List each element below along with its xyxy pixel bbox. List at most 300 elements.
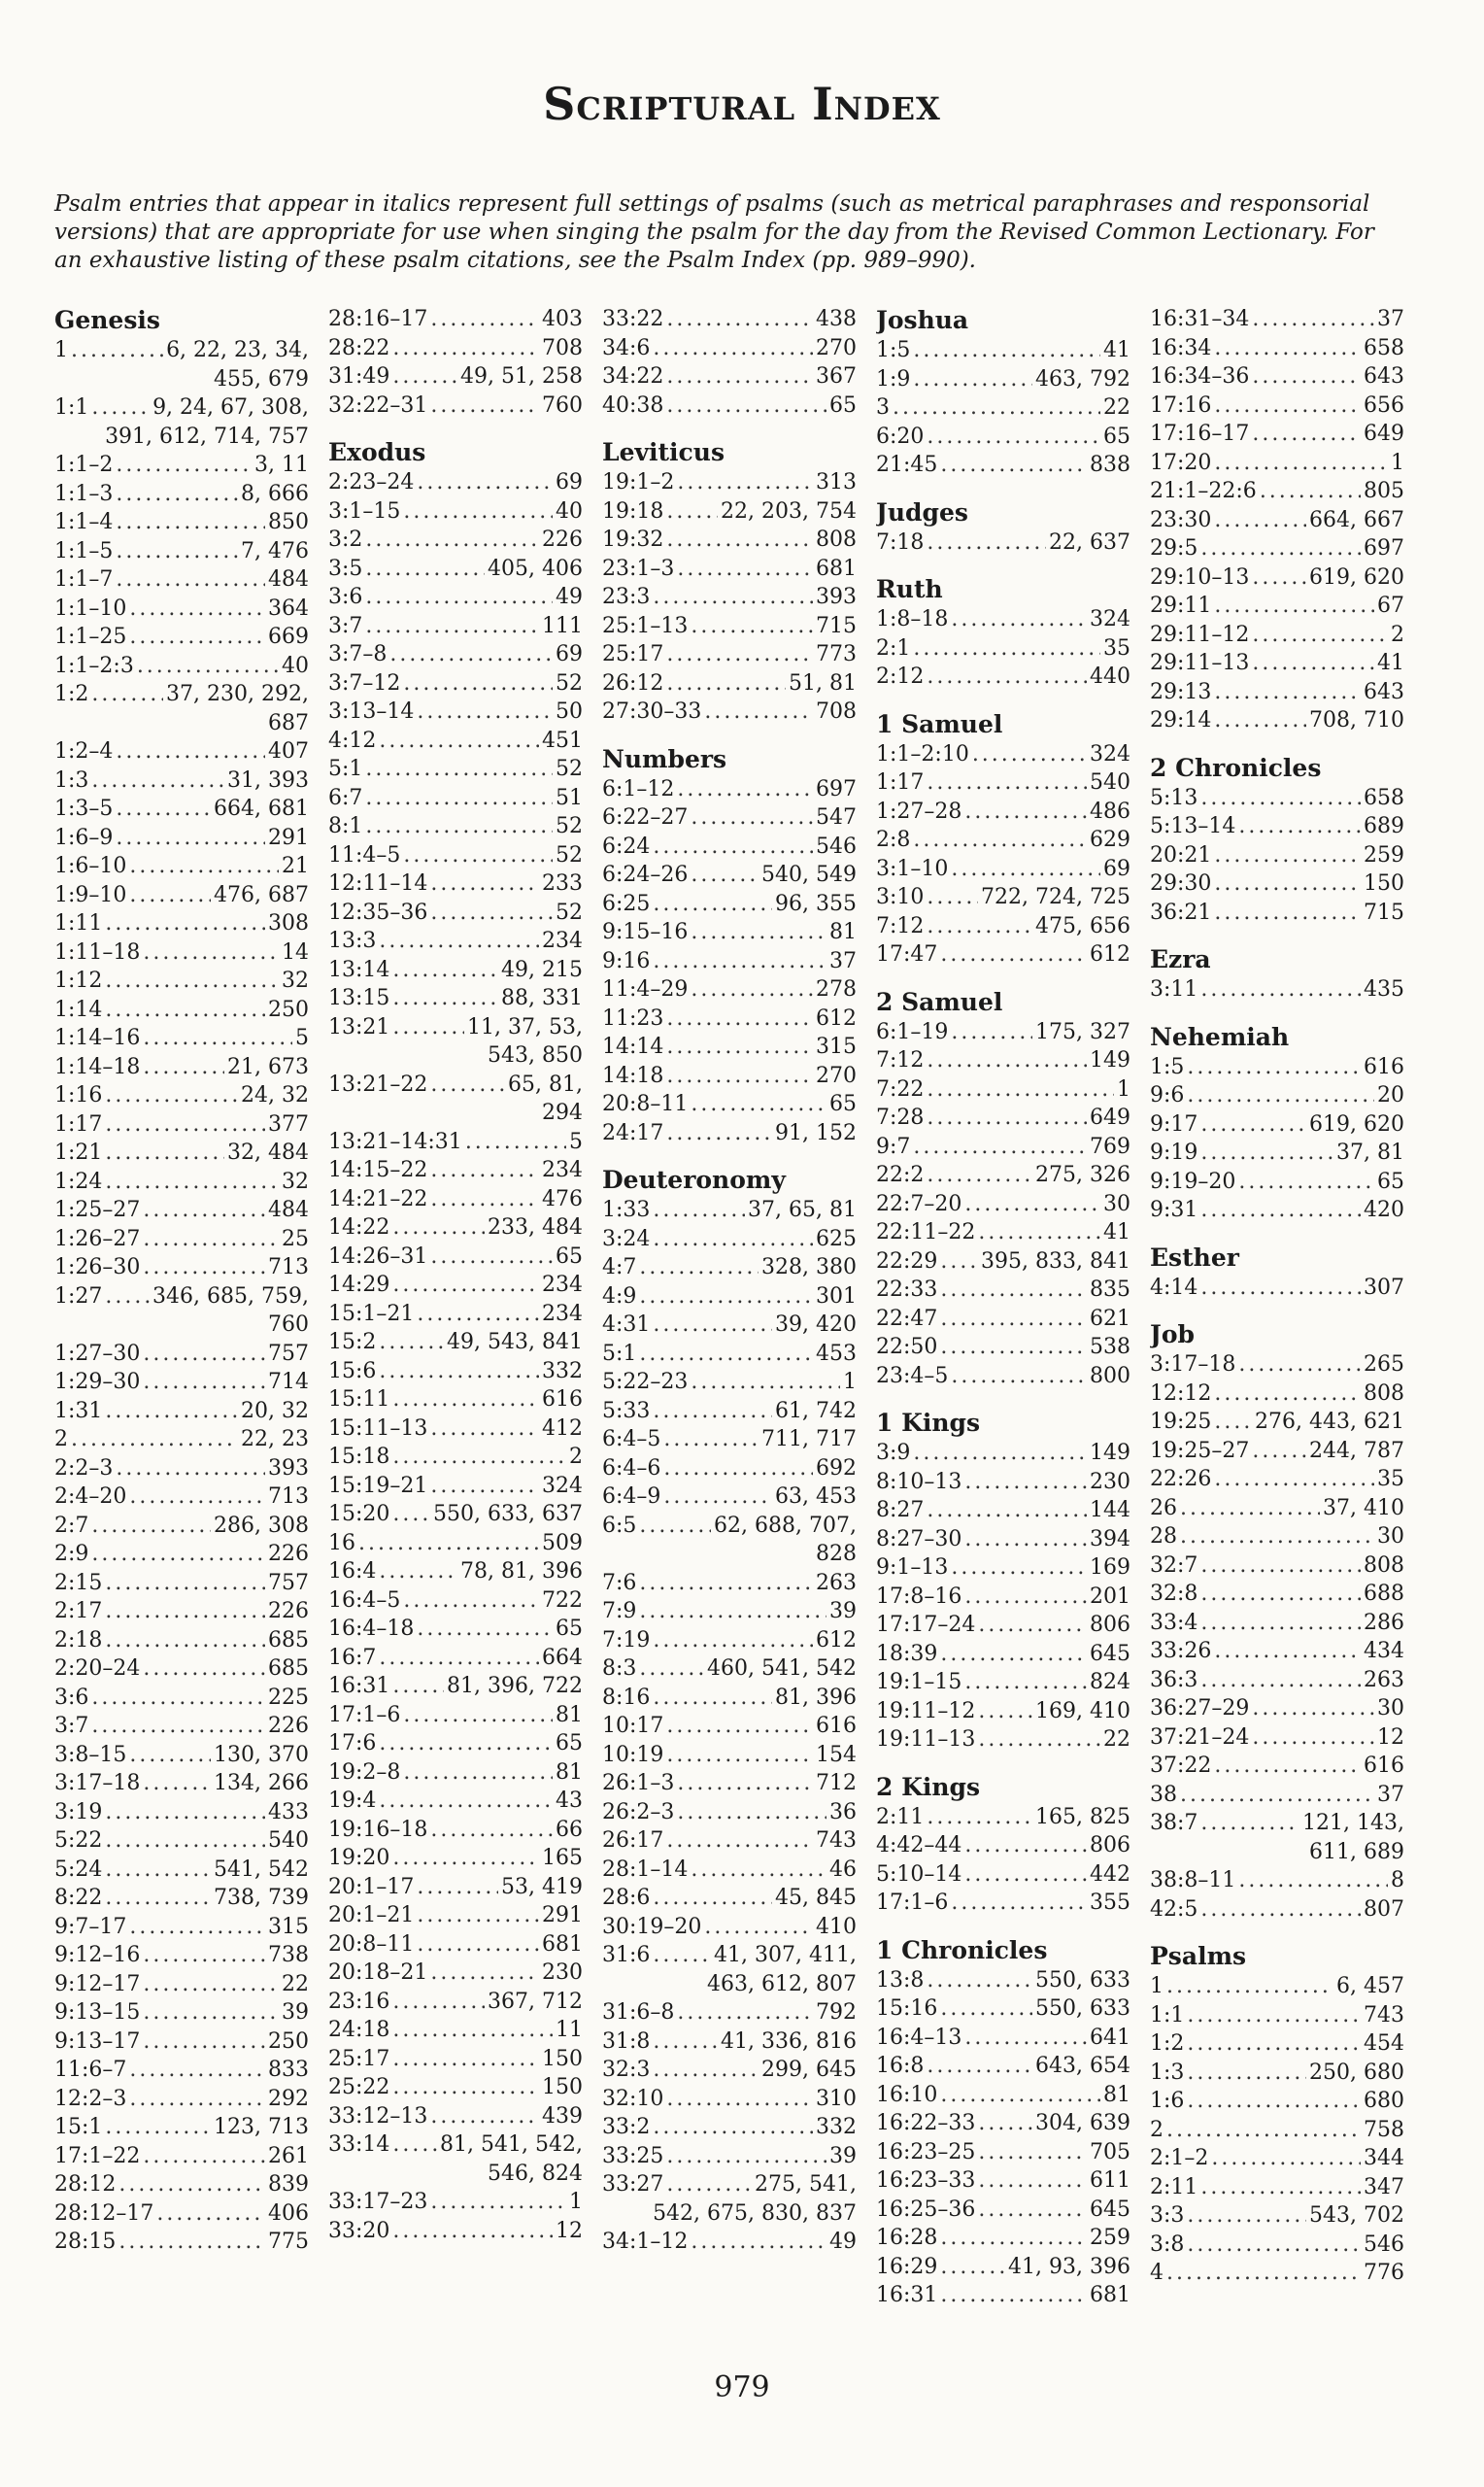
leader-dots [129, 852, 279, 881]
entry-reference: 28:6 [602, 1886, 651, 1910]
entry-reference: 3:7 [54, 1714, 89, 1738]
index-entry [54, 680, 309, 709]
entry-reference: 14:18 [602, 1063, 664, 1088]
leader-dots [1214, 392, 1361, 421]
leader-dots [893, 393, 1100, 423]
index-entry [54, 1024, 309, 1053]
leader-dots [105, 1856, 211, 1885]
leader-dots [417, 468, 553, 497]
leader-dots [927, 1075, 1114, 1105]
entry-reference: 23:1–3 [602, 556, 675, 581]
index-entry [328, 956, 583, 985]
entry-reference: 1:1–2:3 [54, 653, 134, 678]
entry-reference: 16:31 [876, 2283, 938, 2307]
entry-pages: 67 [1377, 594, 1404, 618]
entry-pages: 393 [268, 1455, 309, 1481]
entry-reference: 3 [876, 395, 890, 420]
entry-reference: 20:8–11 [602, 1092, 689, 1116]
entry-pages: 230 [542, 1960, 583, 1985]
entry-pages: 8 [1391, 1868, 1404, 1892]
entry-pages: 475, 656 [1035, 913, 1130, 938]
entry-pages: 619, 620 [1309, 1111, 1404, 1137]
entry-reference: 25:17 [602, 642, 664, 666]
leader-dots [392, 1271, 539, 1300]
index-entry [1150, 2087, 1404, 2116]
leader-dots [663, 1425, 759, 1454]
entry-pages: 543, 702 [1309, 2203, 1404, 2228]
index-entry [602, 890, 857, 919]
entry-pages: 201 [1090, 1584, 1130, 1609]
entry-reference: 1:1–5 [54, 538, 114, 563]
entry-pages: 96, 355 [775, 891, 857, 916]
leader-dots [1166, 1972, 1333, 2001]
entry-reference: 15:19–21 [328, 1473, 428, 1498]
entry-pages: 664 [542, 1645, 583, 1670]
leader-dots [653, 1941, 711, 1970]
entry-reference: 3:6 [54, 1685, 89, 1710]
index-column [602, 305, 857, 2365]
entry-reference: 4 [1150, 2261, 1164, 2285]
entry-reference: 1:17 [876, 770, 925, 795]
entry-reference: 1:33 [602, 1198, 651, 1222]
entry-pages: 53, 419 [501, 1874, 583, 1899]
entry-pages: 286 [1364, 1610, 1404, 1635]
entry-reference: 17:20 [1150, 450, 1212, 475]
entry-pages: 688 [1364, 1582, 1404, 1606]
entry-pages: 37, 410 [1323, 1495, 1404, 1520]
leader-dots [964, 1668, 1087, 1697]
index-entry [876, 1966, 1130, 1995]
leader-dots [927, 423, 1100, 452]
entry-reference: 26:1–3 [602, 1771, 675, 1795]
index-entry [54, 1941, 309, 1970]
index-entry [54, 1998, 309, 2027]
index-entry [1150, 477, 1404, 506]
book-heading: 2 Samuel [876, 987, 1003, 1016]
entry-pages: 40 [282, 653, 309, 678]
index-entry [54, 1826, 309, 1856]
leader-dots [1200, 1139, 1333, 1168]
entry-reference: 14:22 [328, 1215, 390, 1240]
entry-pages: 65 [1377, 1169, 1404, 1194]
leader-dots [913, 336, 1100, 365]
leader-dots [379, 1557, 457, 1586]
index-entry [1150, 506, 1404, 535]
entry-pages: 540 [1090, 770, 1130, 795]
entry-reference: 19:20 [328, 1846, 390, 1870]
entry-pages: 758 [1364, 2117, 1404, 2142]
leader-dots [691, 612, 813, 641]
leader-dots [105, 1569, 265, 1598]
leader-dots [143, 1654, 265, 1684]
index-entry [1150, 1110, 1404, 1140]
leader-dots [430, 2188, 566, 2217]
leader-dots [972, 740, 1087, 769]
leader-dots [365, 612, 539, 641]
leader-dots [927, 663, 1087, 692]
entry-reference: 2:4–20 [54, 1484, 127, 1509]
index-entry [876, 855, 1130, 884]
index-entry [328, 1672, 583, 1701]
index-entry [876, 423, 1130, 452]
leader-dots [143, 2027, 265, 2057]
index-entry [54, 996, 309, 1025]
entry-pages: 442 [1090, 1861, 1130, 1887]
index-entry [328, 1586, 583, 1616]
index-entry [1150, 1350, 1404, 1380]
entry-pages: 712 [816, 1771, 857, 1795]
entry-reference: 6:24–26 [602, 863, 689, 887]
index-entry [876, 1468, 1130, 1497]
entry-reference: 1:2 [1150, 2031, 1185, 2056]
leader-dots [940, 451, 1087, 480]
leader-dots [392, 1844, 539, 1873]
entry-reference: 16:25–36 [876, 2197, 976, 2222]
index-entry [328, 1243, 583, 1272]
leader-dots [91, 767, 224, 796]
entry-reference: 2:11 [1150, 2174, 1198, 2199]
index-entry [1150, 1580, 1404, 1609]
entry-pages: 25 [282, 1226, 309, 1251]
entry-pages: 11, 37, 53, [467, 1014, 583, 1039]
leader-dots [978, 2109, 1032, 2138]
entry-pages: 144 [1090, 1498, 1130, 1522]
entry-reference: 16:22–33 [876, 2111, 976, 2135]
entry-reference: 23:3 [602, 585, 651, 609]
leader-dots [116, 508, 265, 537]
index-entry [54, 1856, 309, 1885]
index-entry [328, 362, 583, 392]
entry-reference: 9:16 [602, 948, 651, 973]
leader-dots [430, 1816, 553, 1845]
book-section [876, 1408, 1130, 1755]
leader-dots [1211, 2144, 1361, 2173]
entry-pages: 711, 717 [761, 1427, 857, 1451]
entry-pages: 7, 476 [241, 538, 309, 563]
index-entry [54, 852, 309, 881]
entry-pages: 43 [556, 1789, 583, 1813]
entry-reference: 16:23–33 [876, 2168, 976, 2193]
leader-dots [940, 1333, 1087, 1362]
leader-dots [927, 528, 1046, 558]
entry-reference: 8:3 [602, 1656, 637, 1681]
index-entry [1150, 2201, 1404, 2231]
index-entry [602, 334, 857, 363]
entry-reference: 28 [1150, 1524, 1177, 1549]
index-entry [54, 795, 309, 824]
entry-reference: 37:21–24 [1150, 1724, 1250, 1750]
entry-reference: 17:16–17 [1150, 422, 1250, 446]
entry-pages: 123, 713 [214, 2115, 309, 2139]
entry-pages: 839 [268, 2172, 309, 2197]
entry-reference: 20:8–11 [328, 1931, 415, 1957]
leader-dots [417, 1873, 498, 1902]
index-entry [54, 565, 309, 595]
entry-reference: 4:14 [1150, 1275, 1198, 1300]
leader-dots [978, 2138, 1087, 2167]
leader-dots [666, 2142, 826, 2171]
leader-dots [1252, 1723, 1374, 1753]
entry-pages: 641 [1090, 2025, 1130, 2050]
entry-reference: 3:7–8 [328, 642, 388, 666]
entry-reference: 1:1 [1150, 2002, 1185, 2027]
leader-dots [1200, 534, 1361, 563]
index-entry [328, 784, 583, 813]
entry-reference: 15:11 [328, 1387, 390, 1412]
entry-reference: 28:15 [54, 2230, 117, 2254]
entry-pages: 276, 443, 621 [1255, 1410, 1404, 1434]
entry-pages: 20, 32 [241, 1398, 309, 1423]
leader-dots [1214, 334, 1361, 363]
index-entry [54, 1512, 309, 1541]
entry-pages: 150 [1364, 871, 1404, 896]
entry-reference: 17:1–6 [876, 1891, 949, 1915]
index-entry [876, 2253, 1130, 2282]
leader-dots [417, 1300, 539, 1329]
entry-pages: 49 [556, 585, 583, 609]
entry-pages: 540, 549 [761, 863, 857, 887]
entry-reference: 5:13 [1150, 785, 1198, 810]
leader-dots [430, 1414, 539, 1444]
entry-pages: 697 [816, 776, 857, 801]
entry-pages: 39 [829, 2143, 857, 2168]
entry-pages: 324 [542, 1473, 583, 1498]
entry-reference: 2 [54, 1427, 68, 1451]
leader-dots [951, 605, 1087, 634]
entry-reference: 22:47 [876, 1306, 938, 1331]
entry-pages: 808 [816, 528, 857, 552]
index-entry [328, 468, 583, 497]
entry-reference: 8:10–13 [876, 1469, 962, 1494]
leader-dots [978, 2166, 1087, 2196]
entry-reference: 16:4 [328, 1559, 377, 1584]
leader-dots [143, 1196, 265, 1225]
entry-reference: 20:18–21 [328, 1960, 428, 1985]
entry-pages: 394 [1090, 1526, 1130, 1551]
entry-pages: 226 [542, 528, 583, 552]
index-entry [876, 798, 1130, 827]
leader-dots [978, 1725, 1100, 1755]
entry-reference: 17:17–24 [876, 1613, 976, 1637]
index-entry [328, 1443, 583, 1472]
entry-pages: 540 [268, 1828, 309, 1853]
leader-dots [940, 1640, 1087, 1669]
leader-dots [430, 1472, 539, 1501]
entry-reference: 31:6–8 [602, 2000, 675, 2025]
leader-dots [1214, 1380, 1361, 1409]
index-entry [1150, 420, 1404, 449]
index-entry [328, 583, 583, 612]
index-entry [876, 2138, 1130, 2167]
entry-reference: 33:2 [602, 2115, 651, 2139]
entry-pages: 49 [829, 2230, 857, 2254]
index-entry [328, 755, 583, 784]
entry-reference: 25:1–13 [602, 613, 689, 638]
entry-pages: 806 [1090, 1613, 1130, 1637]
index-entry [54, 1684, 309, 1713]
leader-dots [666, 669, 786, 698]
entry-pages: 705 [1090, 2139, 1130, 2164]
entry-pages: 35 [1377, 1467, 1404, 1491]
leader-dots [913, 634, 1100, 664]
entry-pages: 708, 710 [1309, 708, 1404, 732]
entry-pages: 616 [542, 1387, 583, 1412]
entry-pages: 850 [268, 510, 309, 534]
index-entry [328, 899, 583, 928]
index-entry [876, 1860, 1130, 1890]
index-entry [328, 2188, 583, 2217]
leader-dots [91, 1540, 265, 1569]
entry-reference: 2 [1150, 2117, 1164, 2142]
index-entry [54, 1425, 309, 1454]
leader-dots [653, 2113, 813, 2142]
leader-dots [417, 1615, 553, 1644]
entry-reference: 17:47 [876, 942, 938, 967]
entry-pages: 78, 81, 396 [460, 1559, 583, 1584]
entry-reference: 1:1–10 [54, 596, 127, 621]
index-entry [1150, 1196, 1404, 1225]
leader-dots [156, 2199, 265, 2229]
entry-reference: 12:35–36 [328, 900, 428, 925]
index-entry [602, 1062, 857, 1091]
leader-dots [1166, 2259, 1361, 2288]
leader-dots [1260, 477, 1361, 506]
leader-dots [964, 1583, 1087, 1612]
entry-pages: 270 [816, 335, 857, 360]
entry-pages: 328, 380 [761, 1255, 857, 1279]
leader-dots [105, 1798, 265, 1827]
index-entry [1150, 1809, 1404, 1838]
leader-dots [913, 1439, 1087, 1468]
leader-dots [1214, 899, 1361, 928]
entry-pages: 538 [1090, 1335, 1130, 1359]
leader-dots [71, 336, 163, 365]
leader-dots [129, 2085, 265, 2114]
entry-pages: 800 [1090, 1363, 1130, 1388]
leader-dots [639, 1597, 826, 1626]
index-entry [1150, 1723, 1404, 1753]
entry-pages: 81 [829, 920, 857, 944]
leader-dots [1214, 1752, 1361, 1781]
entry-reference: 1:2 [54, 682, 89, 706]
leader-dots [71, 1425, 238, 1454]
book-section [876, 574, 1130, 692]
entry-pages: 347 [1364, 2174, 1404, 2199]
leader-dots [1187, 2059, 1306, 2088]
index-entry [602, 1282, 857, 1312]
entry-pages: 69 [556, 470, 583, 494]
entry-reference: 33:17–23 [328, 2190, 428, 2214]
leader-dots [379, 927, 539, 956]
index-entry [602, 1090, 857, 1119]
entry-reference: 33:25 [602, 2143, 664, 2168]
index-entry [1150, 2231, 1404, 2260]
entry-pages: 757 [268, 1341, 309, 1366]
leader-dots [940, 2253, 1005, 2282]
entry-pages: 52 [556, 814, 583, 838]
entry-pages: 550, 633 [1035, 1967, 1130, 1993]
entry-reference: 4:31 [602, 1312, 651, 1337]
index-entry [1150, 1437, 1404, 1466]
book-section [876, 497, 1130, 558]
entry-reference: 8:22 [54, 1886, 103, 1910]
entry-pages: 664, 667 [1309, 507, 1404, 532]
entry-pages: 346, 685, 759, [152, 1283, 309, 1309]
entry-reference: 21:1–22:6 [1150, 479, 1257, 503]
leader-dots [691, 861, 759, 890]
index-entry [876, 1305, 1130, 1334]
entry-reference: 30:19–20 [602, 1914, 702, 1939]
entry-reference: 16:31 [328, 1674, 390, 1698]
entry-reference: 15:6 [328, 1358, 377, 1383]
leader-dots [105, 1168, 279, 1197]
entry-pages: 81, 541, 542, [440, 2132, 583, 2157]
index-entry [328, 555, 583, 584]
leader-dots [365, 784, 553, 813]
index-entry [1150, 1380, 1404, 1409]
entry-reference: 2:12 [876, 664, 925, 689]
leader-dots [653, 583, 813, 612]
index-entry [602, 1913, 857, 1942]
leader-dots [951, 1018, 1032, 1047]
entry-reference: 1:8–18 [876, 607, 949, 631]
index-entry [1150, 975, 1404, 1005]
leader-dots [129, 623, 265, 652]
index-entry [602, 1654, 857, 1684]
index-entry [602, 1340, 857, 1369]
leader-dots [143, 1941, 265, 1970]
entry-reference: 3:1–10 [876, 856, 949, 881]
leader-dots [143, 1340, 265, 1369]
leader-dots [1180, 1522, 1374, 1551]
entry-reference: 3:17–18 [1150, 1352, 1236, 1377]
leader-dots [1252, 362, 1361, 392]
index-entry [1150, 449, 1404, 478]
index-entry [328, 1071, 583, 1100]
leader-dots [666, 1062, 813, 1091]
entry-pages: 546 [816, 834, 857, 859]
leader-dots [105, 1081, 238, 1110]
entry-pages: 708 [816, 699, 857, 724]
index-entry [1150, 1694, 1404, 1723]
index-entry [602, 1626, 857, 1655]
index-entry [328, 2073, 583, 2102]
entry-pages: 410 [816, 1914, 857, 1939]
index-entry [876, 365, 1130, 394]
entry-reference: 32:8 [1150, 1582, 1198, 1606]
page-title: Scriptural Index [543, 78, 941, 130]
leader-dots [1214, 1637, 1361, 1666]
leader-dots [1200, 2173, 1361, 2202]
entry-pages: 88, 331 [501, 986, 583, 1010]
intro-paragraph: Psalm entries that appear in italics represent full settings of psalms (such as metrical paraphrases and responsorial versions) that are appropriate for use when singing the psalm for the day from the Revised Common Lectionary. For an exhaustive listing of these psalm citations, see the Psalm Index (pp. 989–990). [54, 191, 1374, 273]
entry-pages: 824 [1090, 1670, 1130, 1694]
entry-reference: 2:1–2 [1150, 2146, 1209, 2170]
index-entry [328, 1615, 583, 1644]
entry-pages: 664, 681 [214, 797, 309, 821]
entry-pages: 743 [816, 1828, 857, 1853]
entry-pages: 324 [1090, 607, 1130, 631]
entry-reference: 1:14–16 [54, 1026, 141, 1050]
entry-reference: 31:8 [602, 2028, 651, 2054]
entry-reference: 12:11–14 [328, 871, 428, 896]
entry-pages: 22, 203, 754 [721, 498, 857, 524]
leader-dots [666, 1826, 813, 1856]
index-entry [876, 1333, 1130, 1362]
leader-dots [392, 2130, 437, 2160]
leader-dots [1214, 449, 1388, 478]
entry-pages: 225 [268, 1685, 309, 1710]
